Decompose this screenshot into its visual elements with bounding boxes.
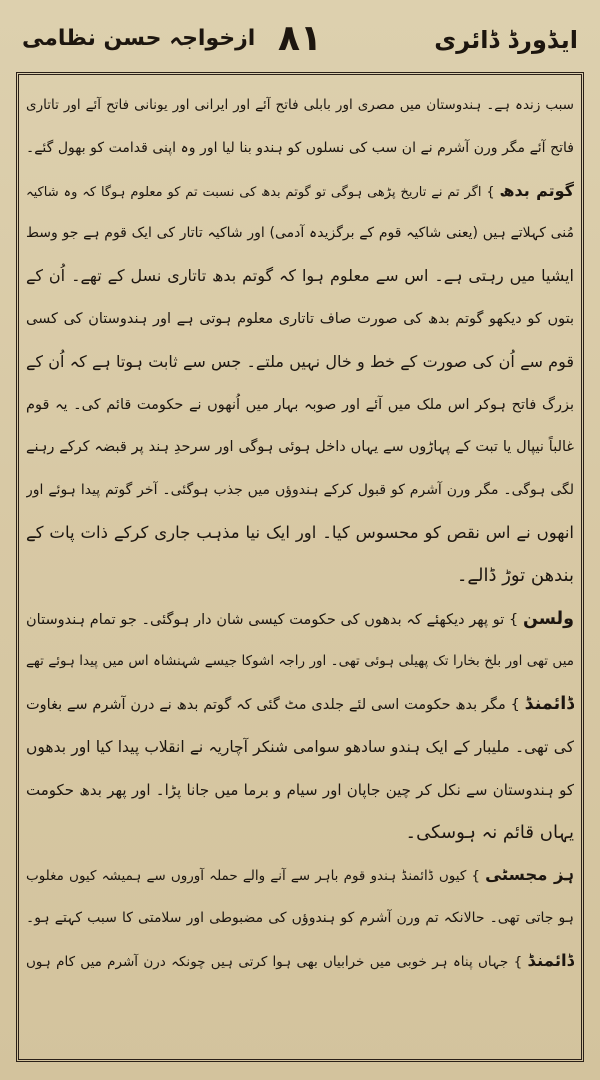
line-text: یہاں قائم نہ ہوسکی۔ bbox=[405, 821, 574, 843]
line-text: تو پھر دیکھئے کہ بدھوں کی حکومت کیسی شان دار ہوگئی۔ جو تمام ہندوستان bbox=[26, 611, 505, 628]
line-text: لگی ہوگی۔ مگر ورن آشرم کو قبول کرکے ہندوؤں میں جذب ہوگئی۔ آخر گوتم پیدا ہوئے اور bbox=[26, 482, 574, 499]
line-text: کیوں ڈائمنڈ ہندو قوم باہر سے آنے والے حملہ آوروں سے ہمیشہ کیوں مغلوب bbox=[26, 868, 467, 885]
text-line bbox=[26, 812, 574, 855]
line-text: ایشیا میں رہتی ہے۔ اس سے معلوم ہوا کہ گوتم بدھ تاتاری نسل کے تھے۔ اُن کے bbox=[26, 266, 574, 286]
line-text: ہو جاتی تھی۔ حالانکہ تم ورن آشرم کو ہندوؤں کی مضبوطی اور سلامتی کا سبب کہتے ہو۔ bbox=[26, 910, 574, 927]
text-line bbox=[26, 255, 574, 298]
line-text: جہاں پناہ ہر خوبی میں خرابیاں بھی ہوا کرتی ہیں چونکہ درن آشرم میں کام ہوں bbox=[26, 953, 509, 970]
line-text: اگر تم نے تاریخ پڑھی ہوگی تو گوتم بدھ کی نسبت تم کو معلوم ہوگا کہ وہ شاکیہ bbox=[26, 184, 482, 200]
line-text: بزرگ فاتح ہوکر اس ملک میں آئے اور صوبہ بہار میں اُنھوں نے حکومت قائم کی۔ یہ قوم bbox=[26, 396, 574, 413]
speaker-name: ڈائمنڈ bbox=[527, 950, 574, 970]
line-text: مُنی کہلاتے ہیں (یعنی شاکیہ قوم کے برگزیدہ آدمی) اور شاکیہ تاتار کی ایک قوم ہے جو وسط bbox=[26, 225, 574, 242]
speaker-name: ہز مجسٹی bbox=[485, 865, 574, 885]
text-line bbox=[26, 897, 574, 940]
text-line bbox=[26, 127, 574, 170]
line-text: انھوں نے اس نقص کو محسوس کیا۔ اور ایک نیا مذہب جاری کرکے ذات پات کے bbox=[26, 522, 574, 542]
line-text: غالباً نیپال یا تبت کے پہاڑوں سے یہاں داخل ہوئی ہوگی اور سرحدِ ہند پر قبضہ کرکے رہنے bbox=[26, 439, 574, 456]
text-line bbox=[26, 640, 574, 683]
page-header bbox=[22, 18, 578, 72]
text-line bbox=[26, 555, 574, 598]
line-text: بندھن توڑ ڈالے۔ bbox=[456, 564, 574, 586]
page-body-text bbox=[22, 78, 578, 1056]
speaker-name: ڈائمنڈ bbox=[524, 694, 574, 715]
line-text: سبب زندہ ہے۔ ہندوستان میں مصری اور بابلی فاتح آئے اور ایرانی اور یونانی فاتح آئے اور تاتاری bbox=[26, 97, 574, 113]
text-line bbox=[26, 426, 574, 469]
line-text: قوم سے اُن کی صورت کے خط و خال نہیں ملتے۔ جس سے ثابت ہوتا ہے کہ اُن کے bbox=[26, 351, 574, 371]
line-text: کو ہندوستان سے نکل کر چین جاپان اور سیام و برما میں جانا پڑا۔ اور پھر بدھ حکومت bbox=[26, 780, 574, 799]
line-text: فاتح آئے مگر ورن آشرم نے ان سب کی نسلوں کو ہندو بنا لیا اور وہ اپنی قدامت کو بھول گئے۔ bbox=[26, 139, 574, 156]
text-line: ڈائمنڈ } جہاں پناہ ہر خوبی میں خرابیاں بھی ہوا کرتی ہیں چونکہ درن آشرم میں کام ہوں bbox=[26, 950, 574, 970]
text-line: ولسن } تو پھر دیکھئے کہ بدھوں کی حکومت کیسی شان دار ہوگئی۔ جو تمام ہندوستان bbox=[26, 608, 574, 629]
line-text: بتوں کو دیکھو گوتم بدھ کی صورت صاف تاتاری معلوم ہوتی ہے اور ہندوستان کی کسی bbox=[26, 310, 574, 327]
author-name: ازخواجہ حسن نظامی bbox=[22, 26, 256, 51]
text-line bbox=[26, 298, 574, 341]
text-line: ہز مجسٹی } کیوں ڈائمنڈ ہندو قوم باہر سے آنے والے حملہ آوروں سے ہمیشہ کیوں مغلوب bbox=[26, 865, 574, 885]
text-line bbox=[26, 769, 574, 812]
text-line: گوتم بدھ } اگر تم نے تاریخ پڑھی ہوگی تو گوتم بدھ کی نسبت تم کو معلوم ہوگا کہ وہ شاکیہ bbox=[26, 180, 574, 200]
text-line bbox=[26, 341, 574, 384]
book-title: ایڈورڈ ڈائری bbox=[434, 26, 578, 54]
text-line bbox=[26, 212, 574, 255]
text-line bbox=[26, 84, 574, 127]
text-line bbox=[26, 512, 574, 555]
text-line: ڈائمنڈ } مگر بدھ حکومت اسی لئے جلدی مٹ گئی کہ گوتم بدھ نے درن آشرم سے بغاوت bbox=[26, 694, 574, 715]
text-line bbox=[26, 469, 574, 512]
text-line bbox=[26, 726, 574, 769]
line-text: کی تھی۔ ملیبار کے ایک ہندو سادھو سوامی شنکر آچاریہ نے انقلاب پیدا کیا اور بدھوں bbox=[26, 737, 574, 756]
speaker-name: گوتم بدھ bbox=[499, 180, 574, 200]
line-text: میں تھی اور بلخ بخارا تک پھیلی ہوئی تھی۔ اور راجہ اشوکا جیسے شہنشاہ اس میں پیدا ہوئے تھے bbox=[26, 653, 574, 670]
text-line bbox=[26, 384, 574, 427]
speaker-name: ولسن bbox=[522, 608, 574, 629]
line-text: مگر بدھ حکومت اسی لئے جلدی مٹ گئی کہ گوتم بدھ نے درن آشرم سے بغاوت bbox=[26, 697, 506, 714]
page-number: ٨١ bbox=[278, 18, 322, 59]
